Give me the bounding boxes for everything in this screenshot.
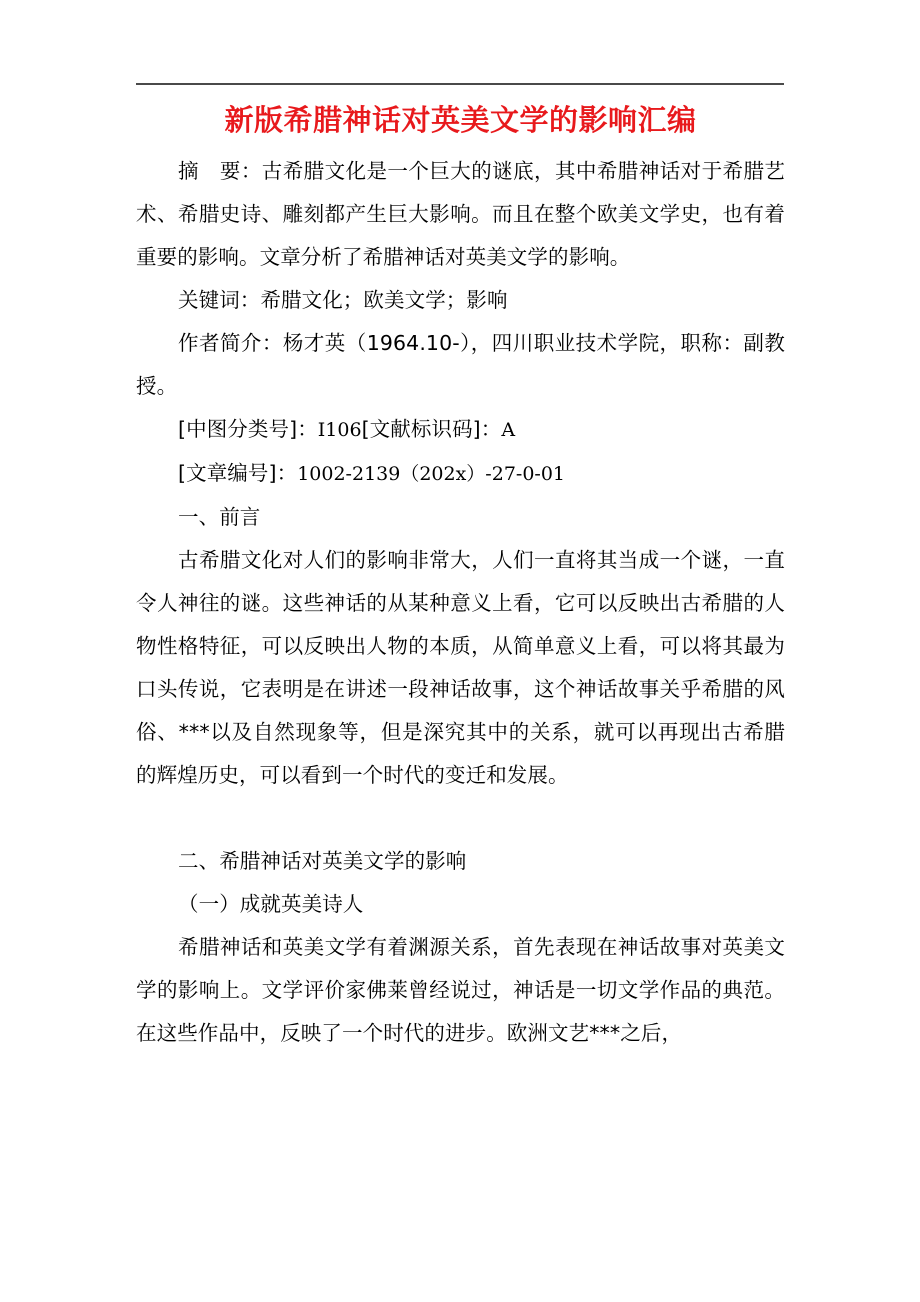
section-2-paragraph-1: 希腊神话和英美文学有着渊源关系，首先表现在神话故事对英美文学的影响上。文学评价家佛莱曾经说过，神话是一切文学作品的典范。在这些作品中，反映了一个时代的进步。欧洲文艺***之后， (136, 935, 785, 1045)
abstract-label: 摘 要： (178, 159, 262, 183)
author-bio-label: 作者简介： (178, 331, 283, 355)
document-body (136, 96, 785, 1055)
section-2-subheading: （一）成就英美诗人 (178, 892, 364, 916)
author-bio-paragraph (136, 322, 785, 408)
classification-line (136, 408, 785, 452)
abstract-text: 古希腊文化是一个巨大的谜底，其中希腊神话对于希腊艺术、希腊史诗、雕刻都产生巨大影响。而且在整个欧美文学史，也有着重要的影响。文章分析了希腊神话对英美文学的影响。 (136, 159, 786, 269)
keywords-paragraph (136, 279, 785, 322)
page-title: 新版希腊神话对英美文学的影响汇编 (224, 103, 697, 137)
author-bio-text: 杨才英（1964.10-），四川职业技术学院，职称：副教授。 (136, 331, 786, 398)
clc-label: [中图分类号]： (178, 417, 318, 441)
keywords-label: 关键词： (178, 288, 261, 312)
abstract-paragraph (136, 150, 785, 279)
article-number-value: 1002-2139（202x）-27-0-01 (297, 463, 566, 485)
article-number-line (136, 452, 785, 496)
article-number-label: [文章编号]： (178, 461, 298, 485)
section-heading-2: 二、希腊神话对英美文学的影响 (178, 849, 467, 873)
doc-code-value: A (501, 419, 516, 441)
header-rule (136, 83, 784, 85)
section-1-paragraph-1: 古希腊文化对人们的影响非常大，人们一直将其当成一个谜，一直令人神往的谜。这些神话的从某种意义上看，它可以反映出古希腊的人物性格特征，可以反映出人物的本质，从简单意义上看，可以将其最为口头传说，它表明是在讲述一段神话故事，这个神话故事关乎希腊的风俗、***以及自然现象等，但是深究其中的关系，就可以再现出古希腊的辉煌历史，可以看到一个时代的变迁和发展。 (136, 548, 785, 787)
keywords-text: 希腊文化；欧美文学；影响 (260, 288, 508, 312)
section-heading-1: 一、前言 (178, 505, 261, 529)
doc-code-label: [文献标识码]： (361, 417, 502, 441)
section-gap (136, 797, 785, 840)
clc-value: I106 (317, 419, 362, 441)
